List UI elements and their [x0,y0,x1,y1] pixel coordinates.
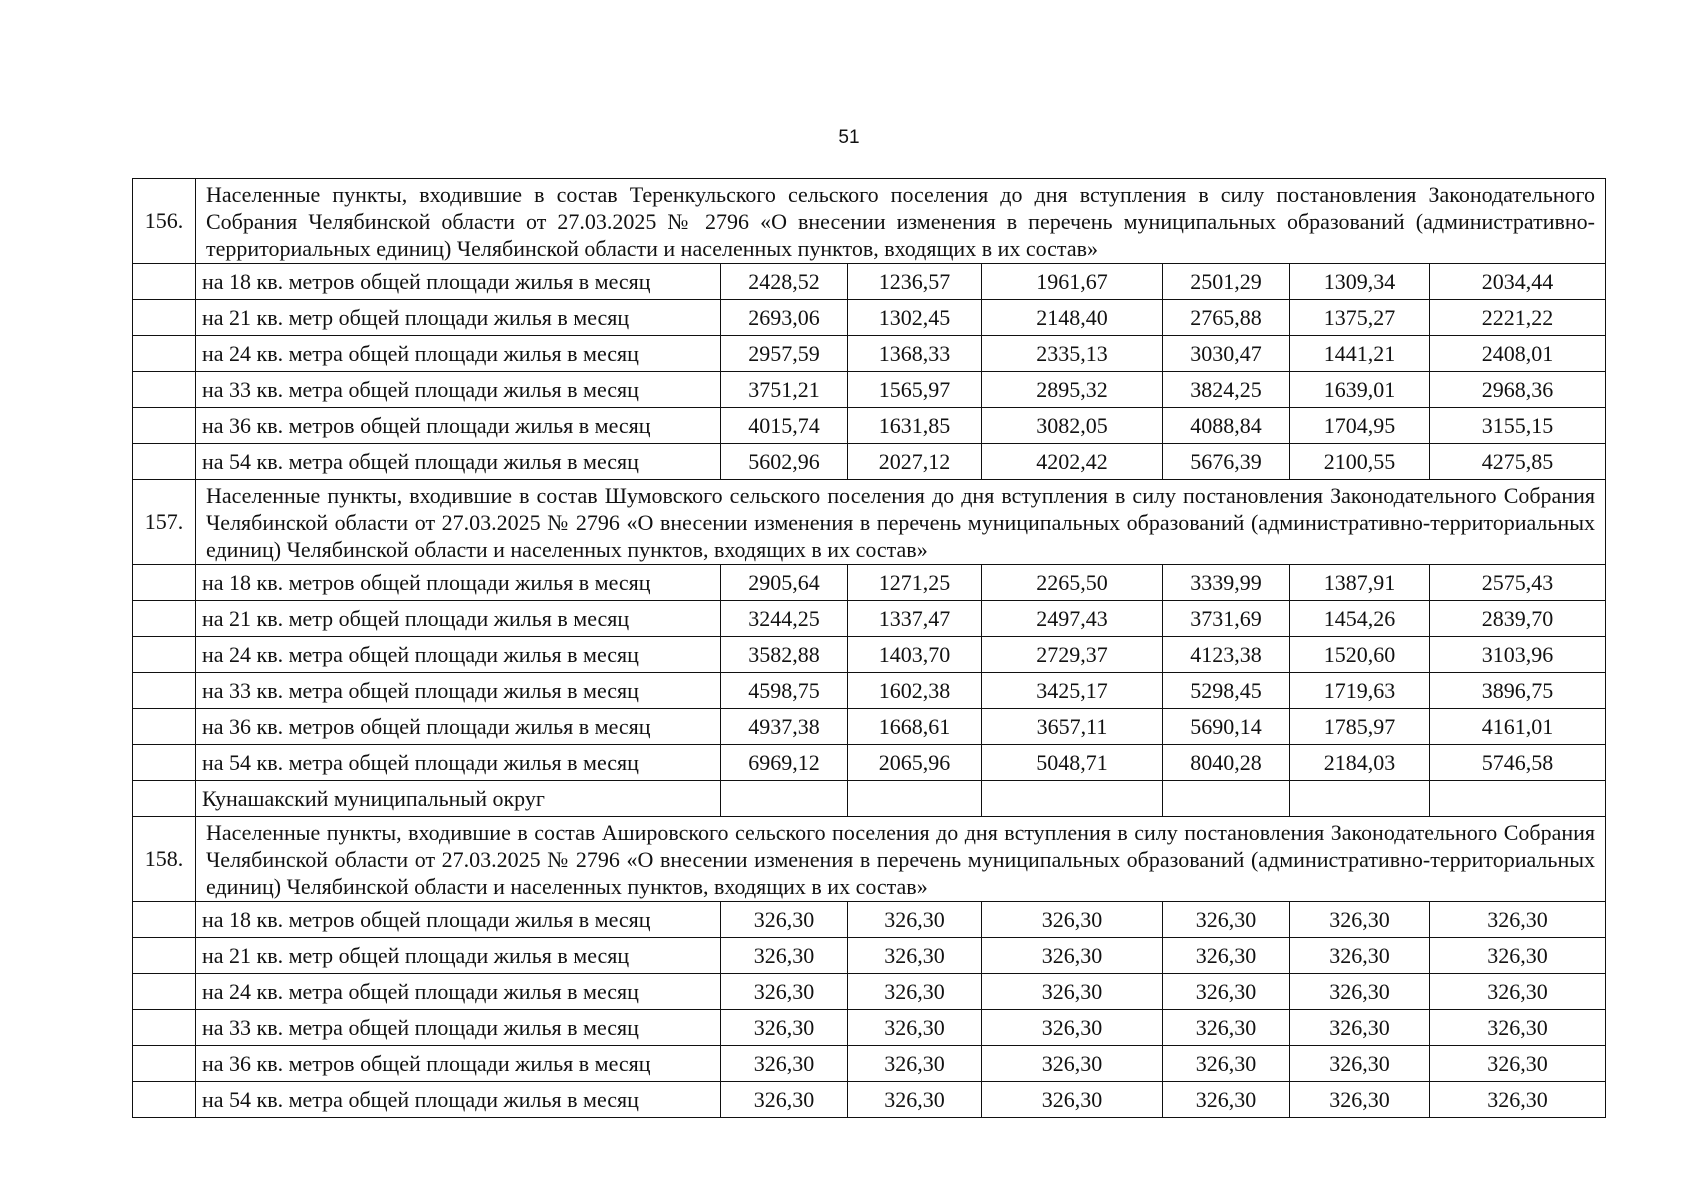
value-cell: 2100,55 [1290,444,1430,480]
table-row [133,300,1606,336]
value-cell: 326,30 [848,1010,982,1046]
value-cell: 326,30 [721,938,848,974]
empty-cell [133,637,196,673]
value-cell: 2497,43 [982,601,1163,637]
value-cell: 3582,88 [721,637,848,673]
value-cell: 326,30 [721,974,848,1010]
value-cell: 6969,12 [721,745,848,781]
value-cell: 1961,67 [982,264,1163,300]
empty-cell [848,781,982,817]
value-cell: 3155,15 [1430,408,1606,444]
table-row [133,336,1606,372]
row-label: на 36 кв. метров общей площади жилья в месяц [196,408,721,444]
value-cell: 326,30 [1163,974,1290,1010]
value-cell: 1639,01 [1290,372,1430,408]
value-cell: 1337,47 [848,601,982,637]
empty-cell [133,336,196,372]
value-cell: 2221,22 [1430,300,1606,336]
value-cell: 3896,75 [1430,673,1606,709]
value-cell: 2839,70 [1430,601,1606,637]
page-number: 51 [838,127,860,148]
tariff-table [132,178,1606,1118]
value-cell: 326,30 [848,938,982,974]
table-row [133,264,1606,300]
value-cell: 5602,96 [721,444,848,480]
table-row [133,709,1606,745]
row-label: на 24 кв. метра общей площади жилья в месяц [196,974,721,1010]
value-cell: 326,30 [1430,1046,1606,1082]
value-cell: 1387,91 [1290,565,1430,601]
empty-cell [1290,781,1430,817]
value-cell: 3425,17 [982,673,1163,709]
value-cell: 2693,06 [721,300,848,336]
value-cell: 326,30 [848,1082,982,1118]
value-cell: 326,30 [1163,938,1290,974]
value-cell: 2148,40 [982,300,1163,336]
value-cell: 1719,63 [1290,673,1430,709]
empty-cell [133,974,196,1010]
value-cell: 2905,64 [721,565,848,601]
section-description: Населенные пункты, входившие в состав Ашировского сельского поселения до дня вступления в силу постановления Законодательного Собрания Челябинской области от 27.03.2025 № 2796 «О внесении изменения в перечень муниципальных образований (административно-территориальных единиц) Челябинской области и населенных пунктов, входящих в их состав» [196,817,1606,902]
value-cell: 326,30 [1163,1046,1290,1082]
value-cell: 326,30 [1290,1010,1430,1046]
value-cell: 1271,25 [848,565,982,601]
value-cell: 3030,47 [1163,336,1290,372]
table-row [133,637,1606,673]
section-row-156 [133,179,1606,264]
value-cell: 2265,50 [982,565,1163,601]
value-cell: 3103,96 [1430,637,1606,673]
table-row [133,1010,1606,1046]
value-cell: 2968,36 [1430,372,1606,408]
value-cell: 2501,29 [1163,264,1290,300]
value-cell: 326,30 [1430,974,1606,1010]
section-row-158 [133,817,1606,902]
value-cell: 4088,84 [1163,408,1290,444]
value-cell: 1441,21 [1290,336,1430,372]
row-label: на 24 кв. метра общей площади жилья в месяц [196,336,721,372]
value-cell: 2895,32 [982,372,1163,408]
value-cell: 4161,01 [1430,709,1606,745]
section-description: Населенные пункты, входившие в состав Шумовского сельского поселения до дня вступления в силу постановления Законодательного Собрания Челябинской области от 27.03.2025 № 2796 «О внесении изменения в перечень муниципальных образований (административно-территориальных единиц) Челябинской области и населенных пунктов, входящих в их состав» [196,480,1606,565]
value-cell: 1309,34 [1290,264,1430,300]
value-cell: 326,30 [1163,1010,1290,1046]
value-cell: 4598,75 [721,673,848,709]
value-cell: 1565,97 [848,372,982,408]
empty-cell [721,781,848,817]
value-cell: 326,30 [1430,1010,1606,1046]
empty-cell [1163,781,1290,817]
row-label: на 54 кв. метра общей площади жилья в месяц [196,1082,721,1118]
value-cell: 326,30 [1430,938,1606,974]
table-row [133,444,1606,480]
value-cell: 4015,74 [721,408,848,444]
value-cell: 3082,05 [982,408,1163,444]
row-label: на 21 кв. метр общей площади жилья в месяц [196,938,721,974]
value-cell: 326,30 [1290,1082,1430,1118]
value-cell: 2065,96 [848,745,982,781]
value-cell: 1602,38 [848,673,982,709]
table-row [133,601,1606,637]
row-label: на 33 кв. метра общей площади жилья в месяц [196,1010,721,1046]
value-cell: 326,30 [982,974,1163,1010]
value-cell: 1785,97 [1290,709,1430,745]
value-cell: 3657,11 [982,709,1163,745]
value-cell: 2027,12 [848,444,982,480]
empty-cell [133,1046,196,1082]
value-cell: 326,30 [1290,938,1430,974]
table-row [133,372,1606,408]
table-row [133,902,1606,938]
empty-cell [133,1082,196,1118]
value-cell: 326,30 [982,902,1163,938]
empty-cell [133,408,196,444]
section-row-157 [133,480,1606,565]
value-cell: 1454,26 [1290,601,1430,637]
value-cell: 5676,39 [1163,444,1290,480]
value-cell: 1668,61 [848,709,982,745]
table-row [133,974,1606,1010]
value-cell: 326,30 [1290,1046,1430,1082]
value-cell: 326,30 [982,1046,1163,1082]
value-cell: 1631,85 [848,408,982,444]
value-cell: 1403,70 [848,637,982,673]
empty-cell [133,372,196,408]
value-cell: 326,30 [982,1010,1163,1046]
empty-cell [133,565,196,601]
value-cell: 326,30 [848,902,982,938]
table-row [133,1046,1606,1082]
value-cell: 326,30 [1163,1082,1290,1118]
value-cell: 326,30 [721,902,848,938]
row-label: на 54 кв. метра общей площади жилья в месяц [196,444,721,480]
empty-cell [133,300,196,336]
value-cell: 2957,59 [721,336,848,372]
value-cell: 326,30 [982,938,1163,974]
value-cell: 4275,85 [1430,444,1606,480]
row-label: на 21 кв. метр общей площади жилья в месяц [196,300,721,336]
value-cell: 2408,01 [1430,336,1606,372]
value-cell: 4937,38 [721,709,848,745]
section-number: 156. [133,179,196,264]
table-body [133,179,1606,1118]
value-cell: 4202,42 [982,444,1163,480]
section-number: 158. [133,817,196,902]
empty-cell [133,709,196,745]
empty-cell [982,781,1163,817]
value-cell: 1302,45 [848,300,982,336]
row-label: на 21 кв. метр общей площади жилья в месяц [196,601,721,637]
value-cell: 1375,27 [1290,300,1430,336]
value-cell: 3244,25 [721,601,848,637]
table-row [133,745,1606,781]
value-cell: 326,30 [721,1046,848,1082]
row-label: на 36 кв. метров общей площади жилья в месяц [196,709,721,745]
value-cell: 3339,99 [1163,565,1290,601]
value-cell: 326,30 [982,1082,1163,1118]
row-label: на 18 кв. метров общей площади жилья в месяц [196,565,721,601]
section-number: 157. [133,480,196,565]
row-label: на 54 кв. метра общей площади жилья в месяц [196,745,721,781]
value-cell: 5048,71 [982,745,1163,781]
value-cell: 5746,58 [1430,745,1606,781]
value-cell: 326,30 [1430,1082,1606,1118]
value-cell: 1704,95 [1290,408,1430,444]
value-cell: 326,30 [1290,902,1430,938]
value-cell: 326,30 [1430,902,1606,938]
table-row [133,673,1606,709]
value-cell: 2729,37 [982,637,1163,673]
table-row [133,565,1606,601]
table-row [133,938,1606,974]
value-cell: 3824,25 [1163,372,1290,408]
value-cell: 2335,13 [982,336,1163,372]
empty-cell [133,444,196,480]
empty-cell [133,1010,196,1046]
section-description: Населенные пункты, входившие в состав Теренкульского сельского поселения до дня вступления в силу постановления Законодательного Собрания Челябинской области от 27.03.2025 № 2796 «О внесении изменения в перечень муниципальных образований (административно-территориальных единиц) Челябинской области и населенных пунктов, входящих в их состав» [196,179,1606,264]
value-cell: 2034,44 [1430,264,1606,300]
value-cell: 1520,60 [1290,637,1430,673]
row-label: на 33 кв. метра общей площади жилья в месяц [196,372,721,408]
value-cell: 326,30 [848,974,982,1010]
empty-cell [133,601,196,637]
value-cell: 2428,52 [721,264,848,300]
value-cell: 5298,45 [1163,673,1290,709]
row-label: на 18 кв. метров общей площади жилья в месяц [196,902,721,938]
value-cell: 1236,57 [848,264,982,300]
district-heading: Кунашакский муниципальный округ [196,781,721,817]
district-heading-row [133,781,1606,817]
value-cell: 4123,38 [1163,637,1290,673]
row-label: на 36 кв. метров общей площади жилья в месяц [196,1046,721,1082]
value-cell: 326,30 [721,1010,848,1046]
value-cell: 2184,03 [1290,745,1430,781]
empty-cell [133,264,196,300]
empty-cell [133,781,196,817]
value-cell: 3731,69 [1163,601,1290,637]
value-cell: 2765,88 [1163,300,1290,336]
value-cell: 2575,43 [1430,565,1606,601]
row-label: на 18 кв. метров общей площади жилья в месяц [196,264,721,300]
value-cell: 8040,28 [1163,745,1290,781]
table-row [133,1082,1606,1118]
value-cell: 5690,14 [1163,709,1290,745]
value-cell: 326,30 [721,1082,848,1118]
value-cell: 1368,33 [848,336,982,372]
empty-cell [133,673,196,709]
row-label: на 33 кв. метра общей площади жилья в месяц [196,673,721,709]
empty-cell [133,745,196,781]
value-cell: 326,30 [1163,902,1290,938]
empty-cell [1430,781,1606,817]
value-cell: 326,30 [1290,974,1430,1010]
empty-cell [133,938,196,974]
table-row [133,408,1606,444]
value-cell: 326,30 [848,1046,982,1082]
row-label: на 24 кв. метра общей площади жилья в месяц [196,637,721,673]
empty-cell [133,902,196,938]
value-cell: 3751,21 [721,372,848,408]
